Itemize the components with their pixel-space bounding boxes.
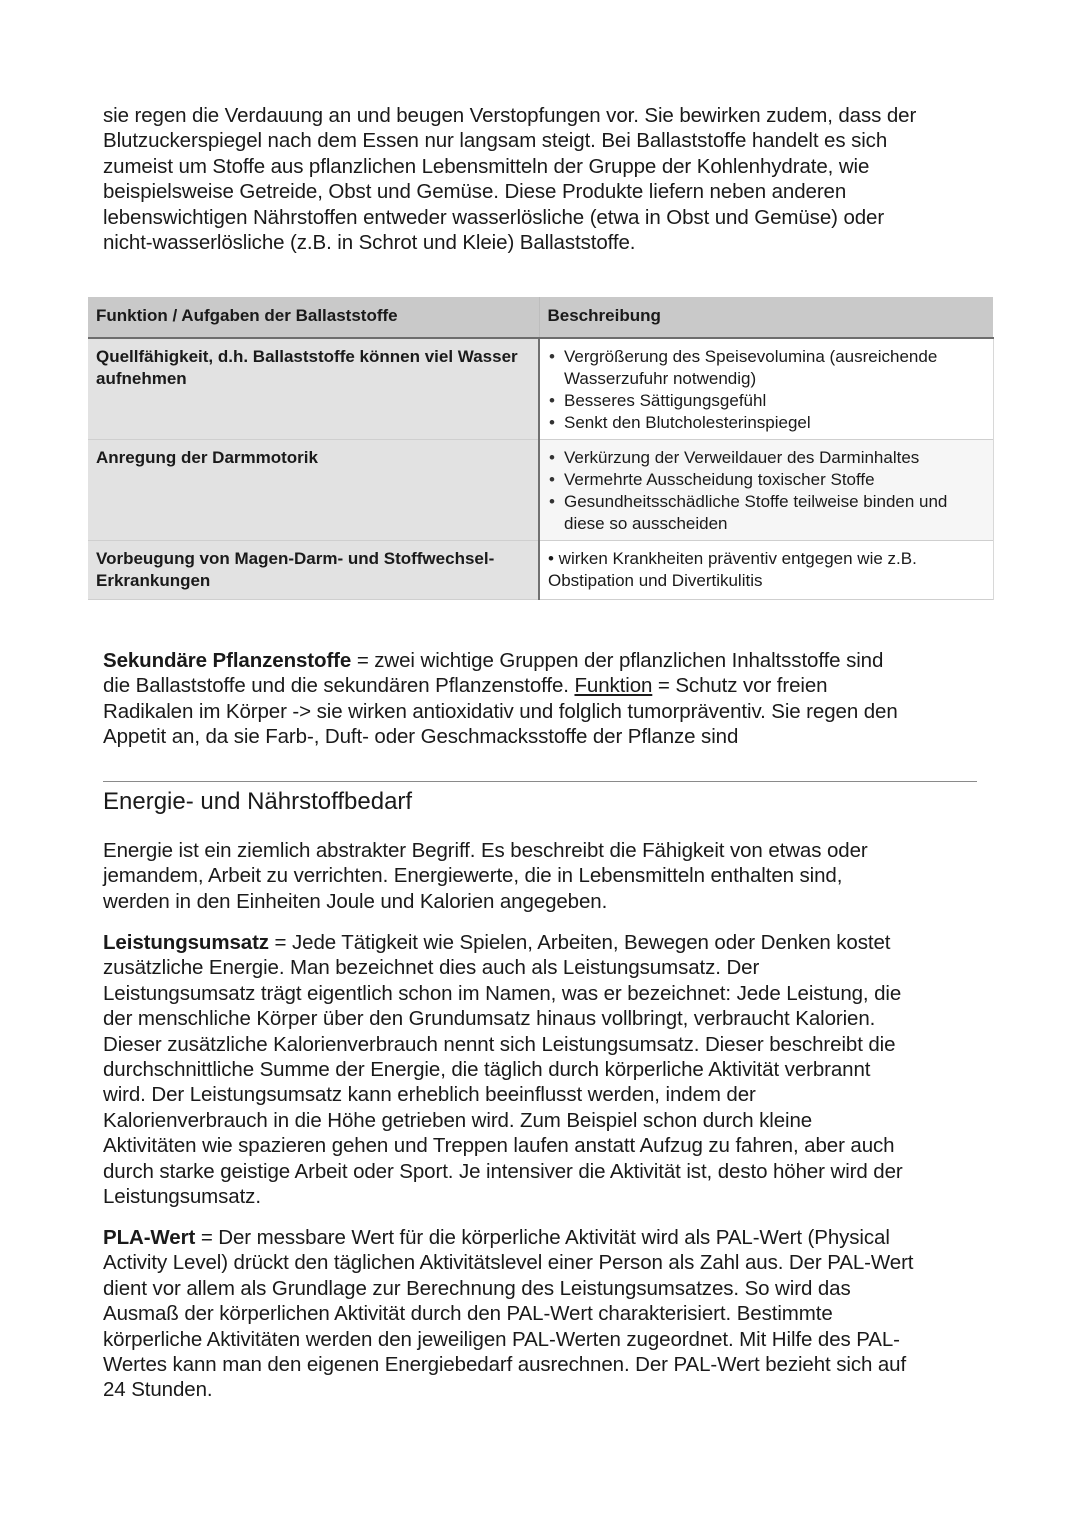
function-cell: Anregung der Darmmotorik bbox=[88, 440, 539, 541]
text-line: nicht-wasserlösliche (z.B. in Schrot und Kleie) Ballaststoffe. bbox=[103, 231, 636, 255]
text-fragment: die Ballaststoffe und die sekundären Pflanzenstoffe. bbox=[103, 674, 575, 698]
text-line: werden in den Einheiten Joule und Kalorien angegeben. bbox=[103, 889, 608, 913]
text-line: durch starke geistige Arbeit oder Sport. Je intensiver die Aktivität ist, desto höher wird der bbox=[103, 1159, 903, 1183]
text-line: der menschliche Körper über den Grundumsatz hinaus vollbringt, verbraucht Kalorien. bbox=[103, 1007, 876, 1031]
text-line: körperliche Aktivitäten werden den jeweiligen PAL-Werten zugeordnet. Mit Hilfe des PAL- bbox=[103, 1327, 900, 1351]
description-cell bbox=[539, 440, 993, 541]
bullet-item: • Gesundheitsschädliche Stoffe teilweise binden und diese so ausscheiden bbox=[548, 491, 985, 535]
text-line bbox=[103, 648, 983, 673]
leistungsumsatz-paragraph bbox=[103, 930, 983, 1209]
text-line: lebenswichtigen Nährstoffen entweder wasserlösliche (etwa in Obst und Gemüse) oder bbox=[103, 205, 885, 229]
text-line: sie regen die Verdauung an und beugen Verstopfungen vor. Sie bewirken zudem, dass der bbox=[103, 104, 917, 127]
text-fragment: = Schutz vor freien bbox=[652, 674, 828, 698]
term-label: Sekundäre Pflanzenstoffe bbox=[103, 649, 352, 672]
text-line: jemandem, Arbeit zu verrichten. Energiewerte, die in Lebensmitteln enthalten sind, bbox=[103, 864, 843, 888]
text-line: Aktivitäten wie spazieren gehen und Treppen laufen anstatt Aufzug zu fahren, aber auch bbox=[103, 1134, 895, 1158]
table-row bbox=[88, 338, 993, 440]
column-header-function: Funktion / Aufgaben der Ballaststoffe bbox=[88, 297, 539, 338]
text-line: zumeist um Stoffe aus pflanzlichen Lebensmitteln der Gruppe der Kohlenhydrate, wie bbox=[103, 154, 870, 178]
text-line: Dieser zusätzliche Kalorienverbrauch nennt sich Leistungsumsatz. Dieser beschreibt die bbox=[103, 1032, 896, 1056]
pal-value-paragraph bbox=[103, 1225, 983, 1403]
column-header-description: Beschreibung bbox=[539, 297, 993, 338]
text-line bbox=[103, 1225, 983, 1250]
bullet-item: • Besseres Sättigungsgefühl bbox=[548, 390, 985, 412]
section-heading: Energie- und Nährstoffbedarf bbox=[103, 788, 413, 815]
secondary-plant-substances-paragraph bbox=[103, 648, 983, 750]
bullet-item: • Vermehrte Ausscheidung toxischer Stoffe bbox=[548, 469, 985, 491]
text-line: Blutzuckerspiegel nach dem Essen nur langsam steigt. Bei Ballaststoffe handelt es sich bbox=[103, 129, 888, 153]
underlined-term: Funktion bbox=[574, 674, 653, 698]
text-line: Radikalen im Körper -> sie wirken antioxidativ und folglich tumorpräventiv. Sie regen den bbox=[103, 699, 898, 723]
ballaststoffe-function-table bbox=[88, 297, 994, 600]
text-line: Energie ist ein ziemlich abstrakter Begriff. Es beschreibt die Fähigkeit von etwas oder bbox=[103, 839, 868, 862]
text-line: Activity Level) drückt den täglichen Aktivitätslevel einer Person als Zahl aus. Der PAL-Wert bbox=[103, 1251, 914, 1275]
bullet-item: • Vergrößerung des Speisevolumina (ausreichende Wasserzufuhr notwendig) bbox=[548, 346, 985, 390]
text-line: Leistungsumsatz trägt eigentlich schon im Namen, was er bezeichnet: Jede Leistung, die bbox=[103, 981, 902, 1005]
table-header-row bbox=[88, 297, 993, 338]
section-divider bbox=[103, 781, 977, 782]
text-line: Kalorienverbrauch in die Höhe getrieben wird. Zum Beispiel schon durch kleine bbox=[103, 1108, 813, 1132]
energy-paragraph bbox=[103, 838, 983, 914]
table-row bbox=[88, 440, 993, 541]
table-row bbox=[88, 541, 993, 600]
text-line: Ausmaß der körperlichen Aktivität durch den PAL-Wert charakterisiert. Bestimmte bbox=[103, 1302, 833, 1326]
term-definition: = Der messbare Wert für die körperliche Aktivität wird als PAL-Wert (Physical bbox=[195, 1226, 890, 1249]
term-label: Leistungsumsatz bbox=[103, 931, 269, 954]
bullet-item: • Senkt den Blutcholesterinspiegel bbox=[548, 412, 985, 434]
text-line: durchschnittliche Summe der Energie, die täglich durch körperliche Aktivität verbrannt bbox=[103, 1058, 871, 1082]
description-bullet-list bbox=[548, 447, 985, 535]
text-line: dient vor allem als Grundlage zur Berechnung des Leistungsumsatzes. So wird das bbox=[103, 1276, 851, 1300]
term-definition: = Jede Tätigkeit wie Spielen, Arbeiten, Bewegen oder Denken kostet bbox=[268, 931, 891, 954]
text-line: Leistungsumsatz. bbox=[103, 1185, 261, 1209]
text-line: Wertes kann man den eigenen Energiebedarf ausrechnen. Der PAL-Wert bezieht sich auf bbox=[103, 1353, 907, 1377]
description-bullet-list bbox=[548, 346, 985, 434]
intro-paragraph bbox=[103, 103, 983, 255]
text-line bbox=[103, 673, 983, 698]
text-line: 24 Stunden. bbox=[103, 1378, 213, 1402]
description-cell: • wirken Krankheiten präventiv entgegen wie z.B. Obstipation und Divertikulitis bbox=[539, 541, 993, 600]
text-line bbox=[103, 930, 983, 955]
term-label: PLA-Wert bbox=[103, 1226, 196, 1249]
text-line: zusätzliche Energie. Man bezeichnet dies auch als Leistungsumsatz. Der bbox=[103, 956, 760, 980]
function-cell: Vorbeugung von Magen-Darm- und Stoffwechsel-Erkrankungen bbox=[88, 541, 539, 600]
term-definition: = zwei wichtige Gruppen der pflanzlichen Inhaltsstoffe sind bbox=[351, 649, 884, 672]
bullet-item: • Verkürzung der Verweildauer des Darminhaltes bbox=[548, 447, 985, 469]
description-cell bbox=[539, 338, 993, 440]
text-line: Appetit an, da sie Farb-, Duft- oder Geschmacksstoffe der Pflanze sind bbox=[103, 725, 739, 749]
text-line: beispielsweise Getreide, Obst und Gemüse. Diese Produkte liefern neben anderen bbox=[103, 180, 847, 204]
function-cell: Quellfähigkeit, d.h. Ballaststoffe können viel Wasser aufnehmen bbox=[88, 338, 539, 440]
text-line: wird. Der Leistungsumsatz kann erheblich beeinflusst werden, indem der bbox=[103, 1083, 756, 1107]
